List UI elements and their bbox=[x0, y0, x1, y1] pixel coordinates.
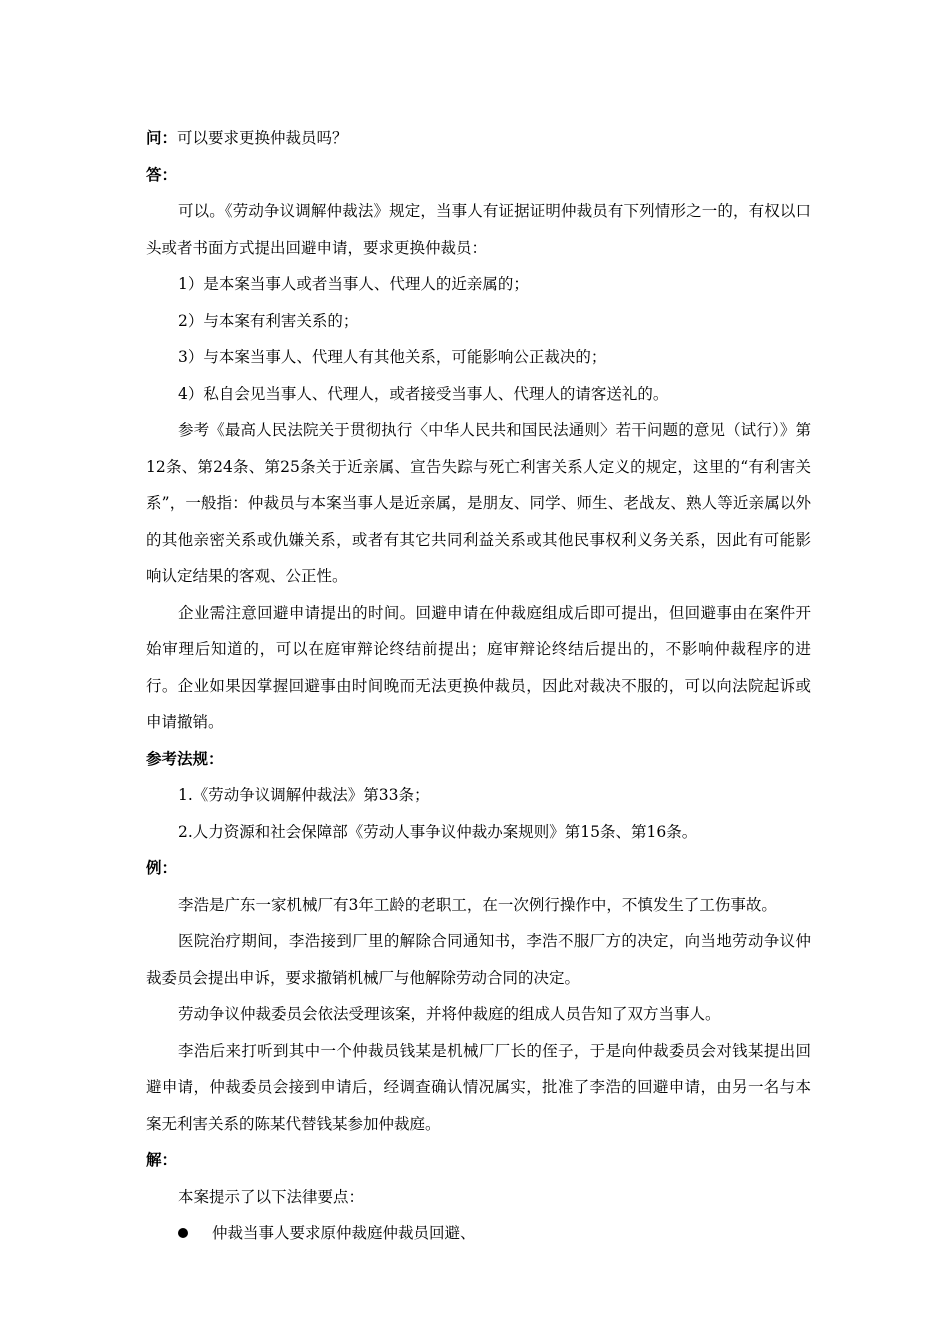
reference-item: 1.《劳动争议调解仲裁法》第33条； bbox=[178, 786, 430, 804]
solution-bullet-item bbox=[146, 1215, 811, 1252]
answer-item: 3）与本案当事人、代理人有其他关系，可能影响公正裁决的； bbox=[178, 348, 607, 366]
bullet-dot-icon bbox=[178, 1228, 188, 1238]
answer-label: 答： bbox=[146, 165, 178, 184]
answer-item: 2）与本案有利害关系的； bbox=[178, 311, 359, 330]
example-paragraph: 李浩后来打听到其中一个仲裁员钱某是机械厂厂长的侄子，于是向仲裁委员会对钱某提出回避申请，仲裁委员会接到申请后，经调查确认情况属实，批准了李浩的回避申请，由另一名与本案无利害关系的陈某代替钱某参加仲裁庭。 bbox=[146, 1041, 811, 1133]
answer-paragraph-timing: 企业需注意回避申请提出的时间。回避申请在仲裁庭组成后即可提出，但回避事由在案件开始审理后知道的，可以在庭审辩论终结前提出；庭审辩论终结后提出的，不影响仲裁程序的进行。企业如果因掌握回避事由时间晚而无法更换仲裁员，因此对裁决不服的，可以向法院起诉或申请撤销。 bbox=[146, 603, 811, 731]
answer-intro: 可以。《劳动争议调解仲裁法》规定，当事人有证据证明仲裁员有下列情形之一的，有权以口头或者书面方式提出回避申请，要求更换仲裁员： bbox=[146, 202, 811, 257]
solution-label: 解： bbox=[146, 1151, 178, 1169]
solution-heading bbox=[146, 1142, 811, 1179]
answer-heading bbox=[146, 157, 811, 194]
example-label: 例： bbox=[146, 859, 178, 877]
example-paragraph: 李浩是广东一家机械厂有3年工龄的老职工，在一次例行操作中，不慎发生了工伤事故。 bbox=[178, 895, 777, 914]
references-label: 参考法规： bbox=[146, 749, 224, 768]
reference-item: 2.人力资源和社会保障部《劳动人事争议仲裁办案规则》第15条、第16条。 bbox=[178, 822, 698, 841]
answer-item: 1）是本案当事人或者当事人、代理人的近亲属的； bbox=[178, 275, 529, 293]
document-content bbox=[146, 120, 811, 1252]
solution-bullet-text: 仲裁当事人要求原仲裁庭仲裁员回避、 bbox=[212, 1224, 476, 1242]
question-label: 问： bbox=[146, 129, 178, 147]
question-text: 可以要求更换仲裁员吗？ bbox=[177, 129, 348, 147]
answer-paragraph-interest: 参考《最高人民法院关于贯彻执行〈中华人民共和国民法通则〉若干问题的意见（试行）》第12条、第24条、第25条关于近亲属、宣告失踪与死亡利害关系人定义的规定，这里的“有利害关系”，一般指：仲裁员与本案当事人是近亲属，是朋友、同学、师生、老战友、熟人等近亲属以外的其他亲密关系或仇嫌关系，或者有其它共同利益关系或其他民事权利义务关系，因此有可能影响认定结果的客观、公正性。 bbox=[146, 421, 811, 585]
references-heading bbox=[146, 741, 811, 778]
solution-intro: 本案提示了以下法律要点： bbox=[178, 1187, 365, 1206]
question-line bbox=[146, 120, 811, 157]
example-heading bbox=[146, 850, 811, 887]
example-paragraph: 劳动争议仲裁委员会依法受理该案，并将仲裁庭的组成人员告知了双方当事人。 bbox=[178, 1005, 721, 1023]
answer-item: 4）私自会见当事人、代理人，或者接受当事人、代理人的请客送礼的。 bbox=[178, 384, 669, 403]
example-paragraph: 医院治疗期间，李浩接到厂里的解除合同通知书，李浩不服厂方的决定，向当地劳动争议仲裁委员会提出申诉，要求撤销机械厂与他解除劳动合同的决定。 bbox=[146, 932, 811, 987]
